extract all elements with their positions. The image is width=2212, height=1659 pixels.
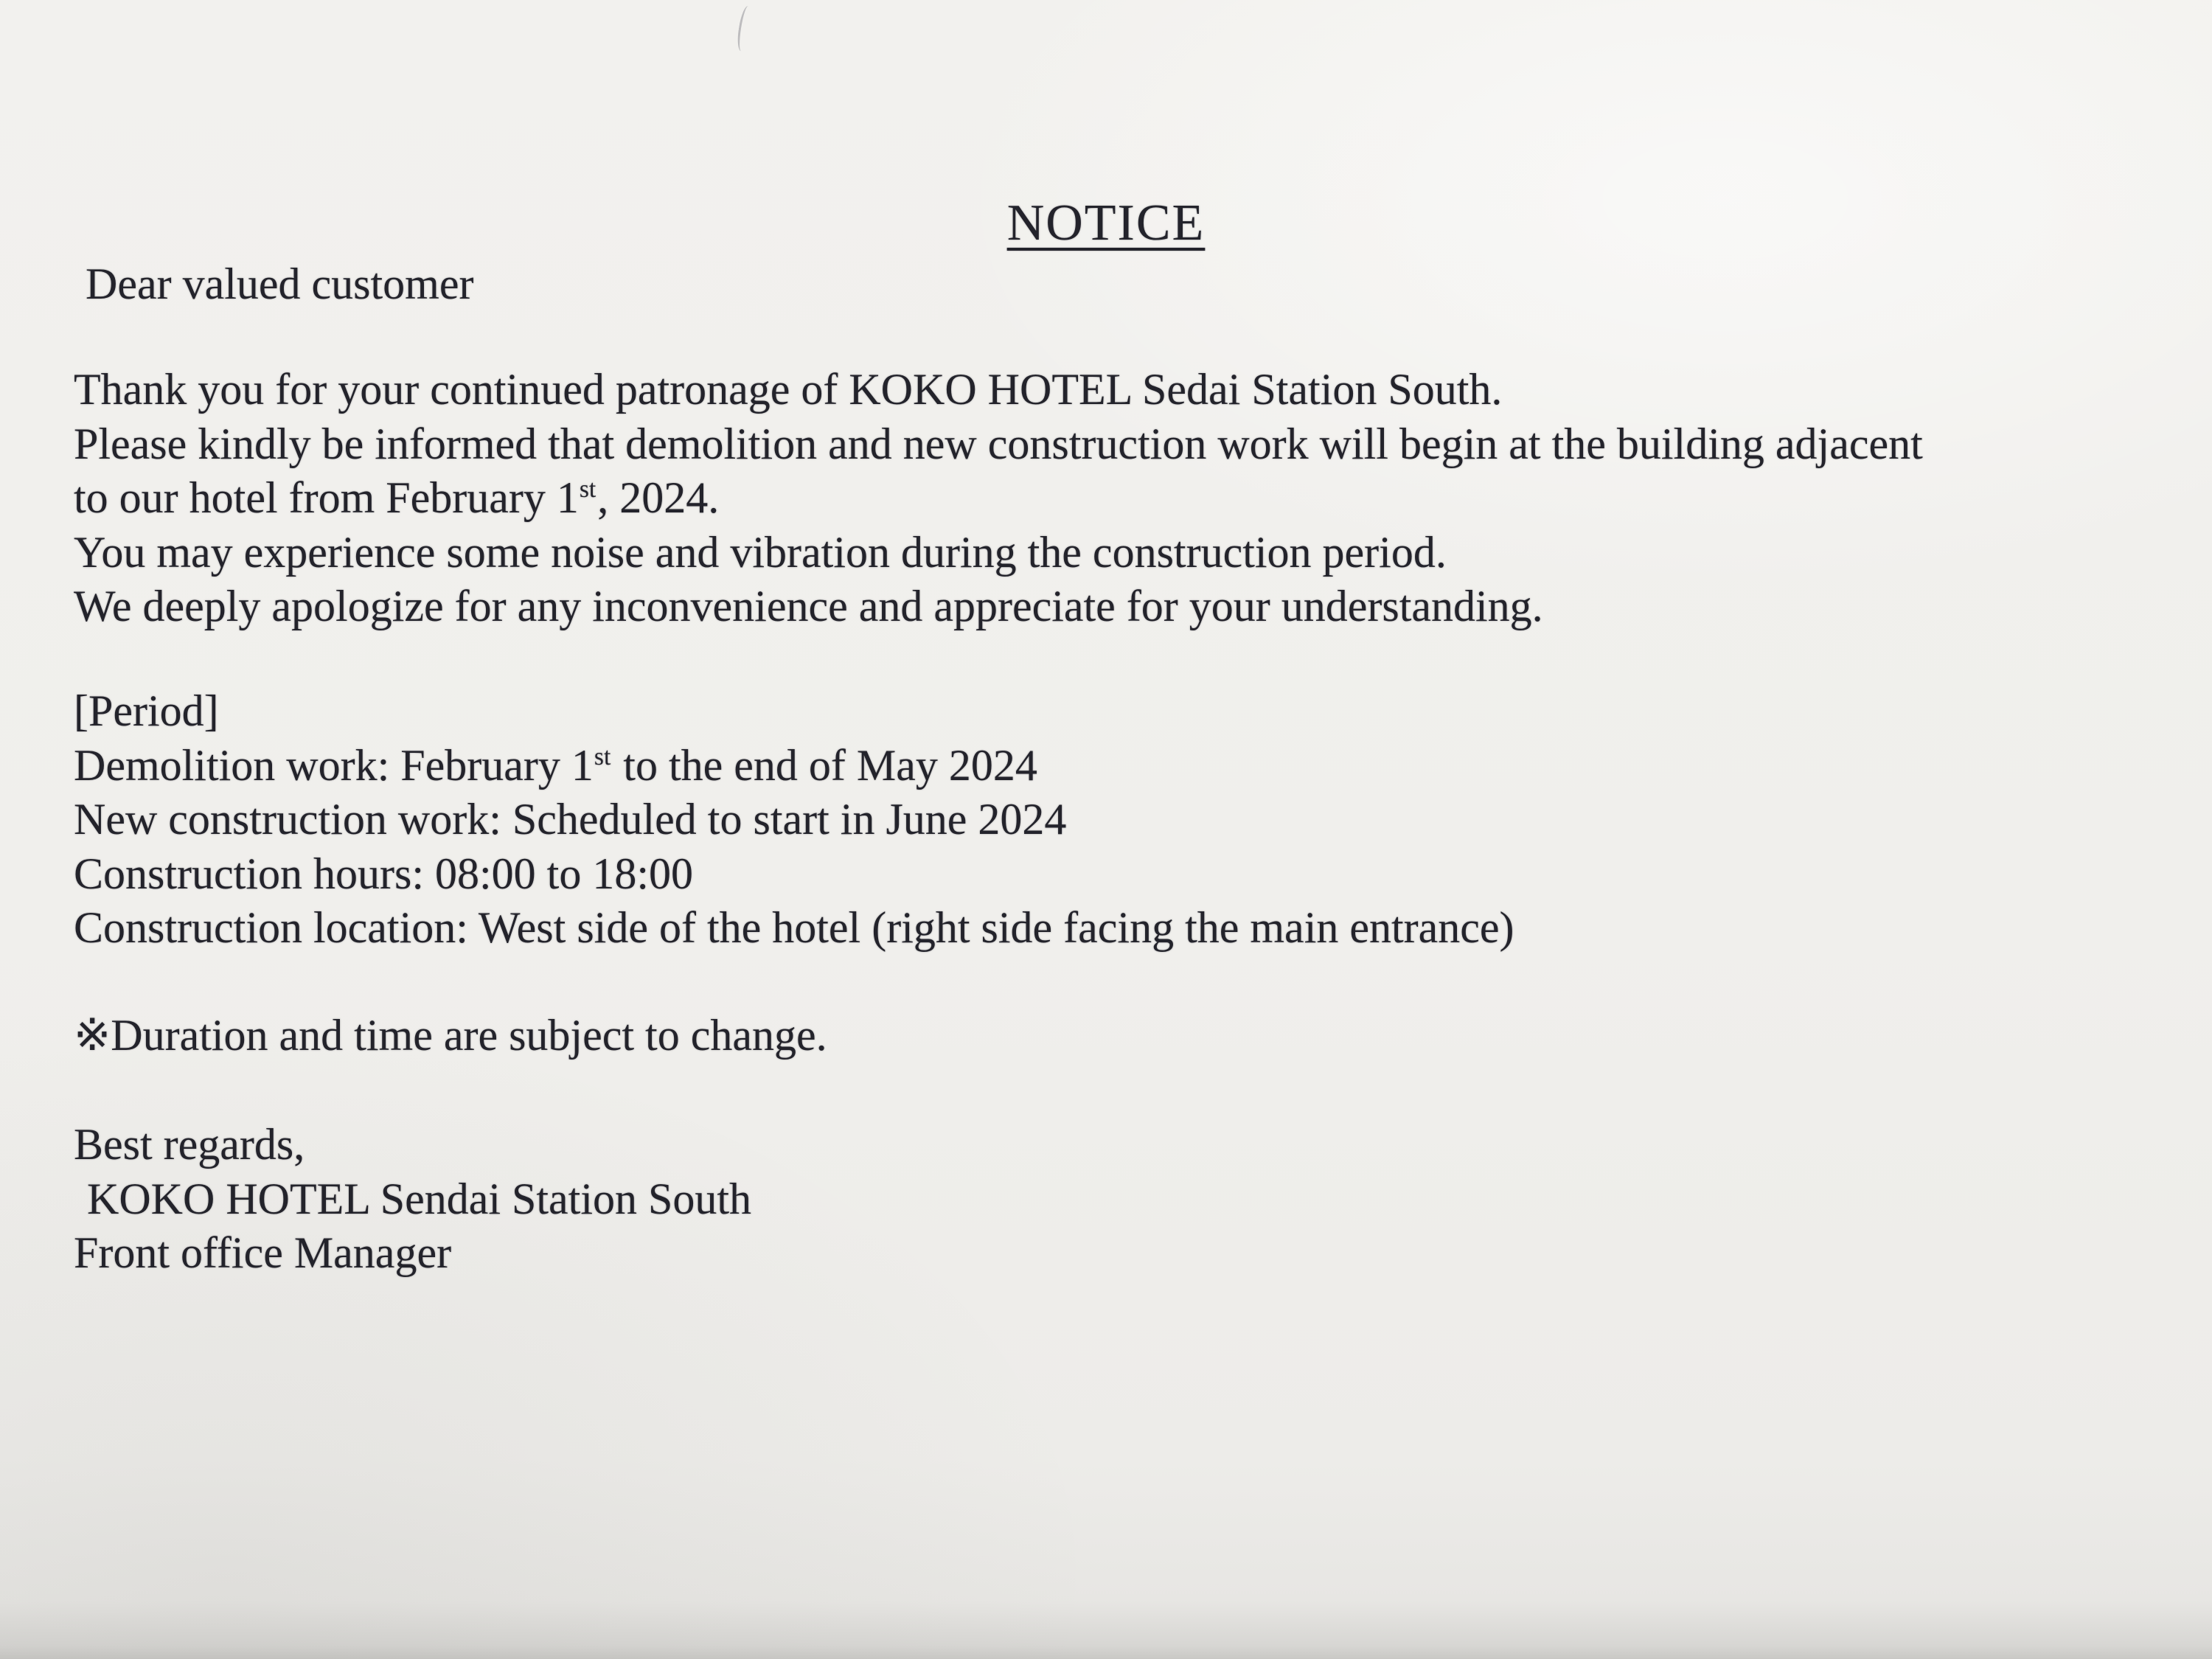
construction-location-line: Construction location: West side of the hotel (right side facing the main entrance) xyxy=(74,903,1514,952)
intro-line-2: Please kindly be informed that demolition and new construction work will begin at the building adjacent xyxy=(74,419,1923,468)
closing-signature-title: Front office Manager xyxy=(74,1228,452,1277)
document-title: NOTICE xyxy=(1006,195,1206,251)
closing-hotel-name: KOKO HOTEL Sendai Station South xyxy=(87,1174,752,1223)
demolition-tail: to the end of May 2024 xyxy=(612,740,1037,790)
period-heading: [Period] xyxy=(74,686,219,735)
change-disclaimer-note: ※Duration and time are subject to change. xyxy=(74,1011,827,1060)
title-row xyxy=(0,195,2212,251)
demolition-text: Demolition work: February 1 xyxy=(74,740,594,790)
intro-line-3 xyxy=(74,471,1923,526)
intro-line-5: We deeply apologize for any inconvenience and appreciate for your understanding. xyxy=(74,582,1543,630)
intro-line-4: You may experience some noise and vibration during the construction period. xyxy=(74,527,1447,577)
demolition-line xyxy=(74,739,1514,793)
intro-paragraph xyxy=(74,363,1923,634)
intro-line-1: Thank you for your continued patronage of KOKO HOTEL Sedai Station South. xyxy=(74,365,1503,414)
period-section xyxy=(74,684,1514,956)
paper-scratch-mark xyxy=(735,5,756,52)
salutation: Dear valued customer xyxy=(86,260,474,308)
intro-line-3-text: to our hotel from February 1 xyxy=(74,473,579,522)
construction-hours-line: Construction hours: 08:00 to 18:00 xyxy=(74,849,693,898)
ordinal-suffix: st xyxy=(579,476,597,503)
ordinal-suffix: st xyxy=(594,742,611,771)
new-construction-line: New construction work: Scheduled to start in June 2024 xyxy=(74,795,1067,844)
intro-line-3-tail: , 2024. xyxy=(597,473,720,522)
closing-signature xyxy=(74,1118,751,1281)
closing-regards: Best regards, xyxy=(74,1120,305,1169)
